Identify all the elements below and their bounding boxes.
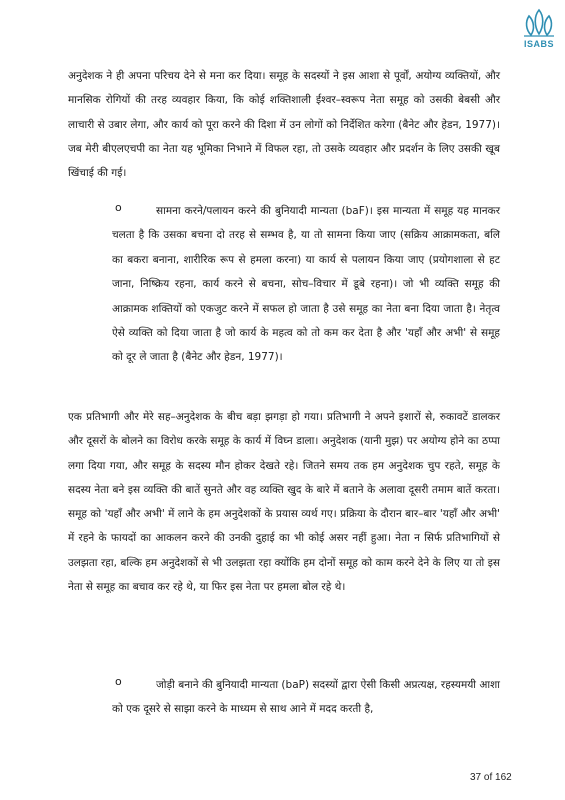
logo-text: ISABS [523,39,554,49]
lotus-icon [516,6,562,40]
bullet-item-fight-flight: सामना करने/पलायन करने की बुनियादी मान्यता (baF)। इस मान्यता में समूह यह मानकर चलता है कि उसका बचना दो तरह से सम्भव है, या तो सामना किया जाए (सक्रिय आक्रामकता, बलि का बकरा बनाना, शारीरिक रूप से हमला करना) या कार्य से पलायन किया जाए (प्रयोगशाला से हट जाना, निष्क्रिय रहना, कार्य करने से बचना, सोच–विचार में डूबे रहना)। जो भी व्यक्ति समूह की आक्रामक शक्तियों को एकजुट करने में सफल हो जाता है उसे समूह का नेता बना दिया जाता है। नेतृत्व ऐसे व्यक्ति को दिया जाता है जो कार्य के महत्व को तो कम कर देता है और 'यहाँ और अभी' से समूह को दूर ले जाता है (बैनेट और हेडन, 1977)। [112,205,500,364]
page-number: 37 of 162 [470,772,512,783]
paragraph-1: अनुदेशक ने ही अपना परिचय देने से मना कर दिया। समूह के सदस्यों ने इस आशा से पूर्वों, अयोग्य व्यक्तियों, और मानसिक रोगियों की तरह व्यवहार किया, कि कोई शक्तिशाली ईश्वर–स्वरूप नेता समूह को उसकी बेबसी और लाचारी से उबार लेगा, और कार्य को पूरा करने की दिशा में उन लोगों को निर्देशित करेगा (बैनेट और हेडन, 1977)। जब मेरी बीएलएचपी का नेता यह भूमिका निभाने में विफल रहा, तो उसके व्यवहार और प्रदर्शन के लिए उसकी खूब खिंचाई की गई। [68,70,500,180]
bullet-item-pairing: जोड़ी बनाने की बुनियादी मान्यता (baP) सदस्यों द्वारा ऐसी किसी अप्रत्यक्ष, रहस्यमयी आशा को एक दूसरे से साझा करने के माध्यम से साथ आने में मदद करती है, [112,679,500,716]
bullet-marker-1: o [115,201,122,214]
isabs-logo [516,6,562,52]
paragraph-2: एक प्रतिभागी और मेरे सह–अनुदेशक के बीच बड़ा झगड़ा हो गया। प्रतिभागी ने अपने इशारों से, रुकावटें डालकर और दूसरों के बोलने का विरोध करके समूह के कार्य में विघ्न डाला। अनुदेशक (यानी मुझ) पर अयोग्य होने का ठप्पा लगा दिया गया, और समूह के सदस्य मौन होकर देखते रहे। जितने समय तक हम अनुदेशक चुप रहते, समूह के सदस्य नेता बने इस व्यक्ति की बातें सुनते और वह व्यक्ति खुद के बारे में बताने के अलावा दूसरी तमाम बातें करता। समूह को 'यहाँ और अभी' में लाने के हम अनुदेशकों के प्रयास व्यर्थ गए। प्रक्रिया के दौरान बार–बार 'यहाँ और अभी' में रहने के फायदों का आकलन करने की उनकी दुहाई का भी कोई असर नहीं हुआ। नेता न सिर्फ प्रतिभागियों से उलझता रहा, बल्कि हम अनुदेशकों से भी उलझता रहा क्योंकि हम दोनों समूह को काम करने देने के लिए या तो इस नेता से समूह का बचाव कर रहे थे, या फिर इस नेता पर हमला बोल रहे थे। [68,411,500,594]
bullet-marker-2: o [115,675,122,688]
